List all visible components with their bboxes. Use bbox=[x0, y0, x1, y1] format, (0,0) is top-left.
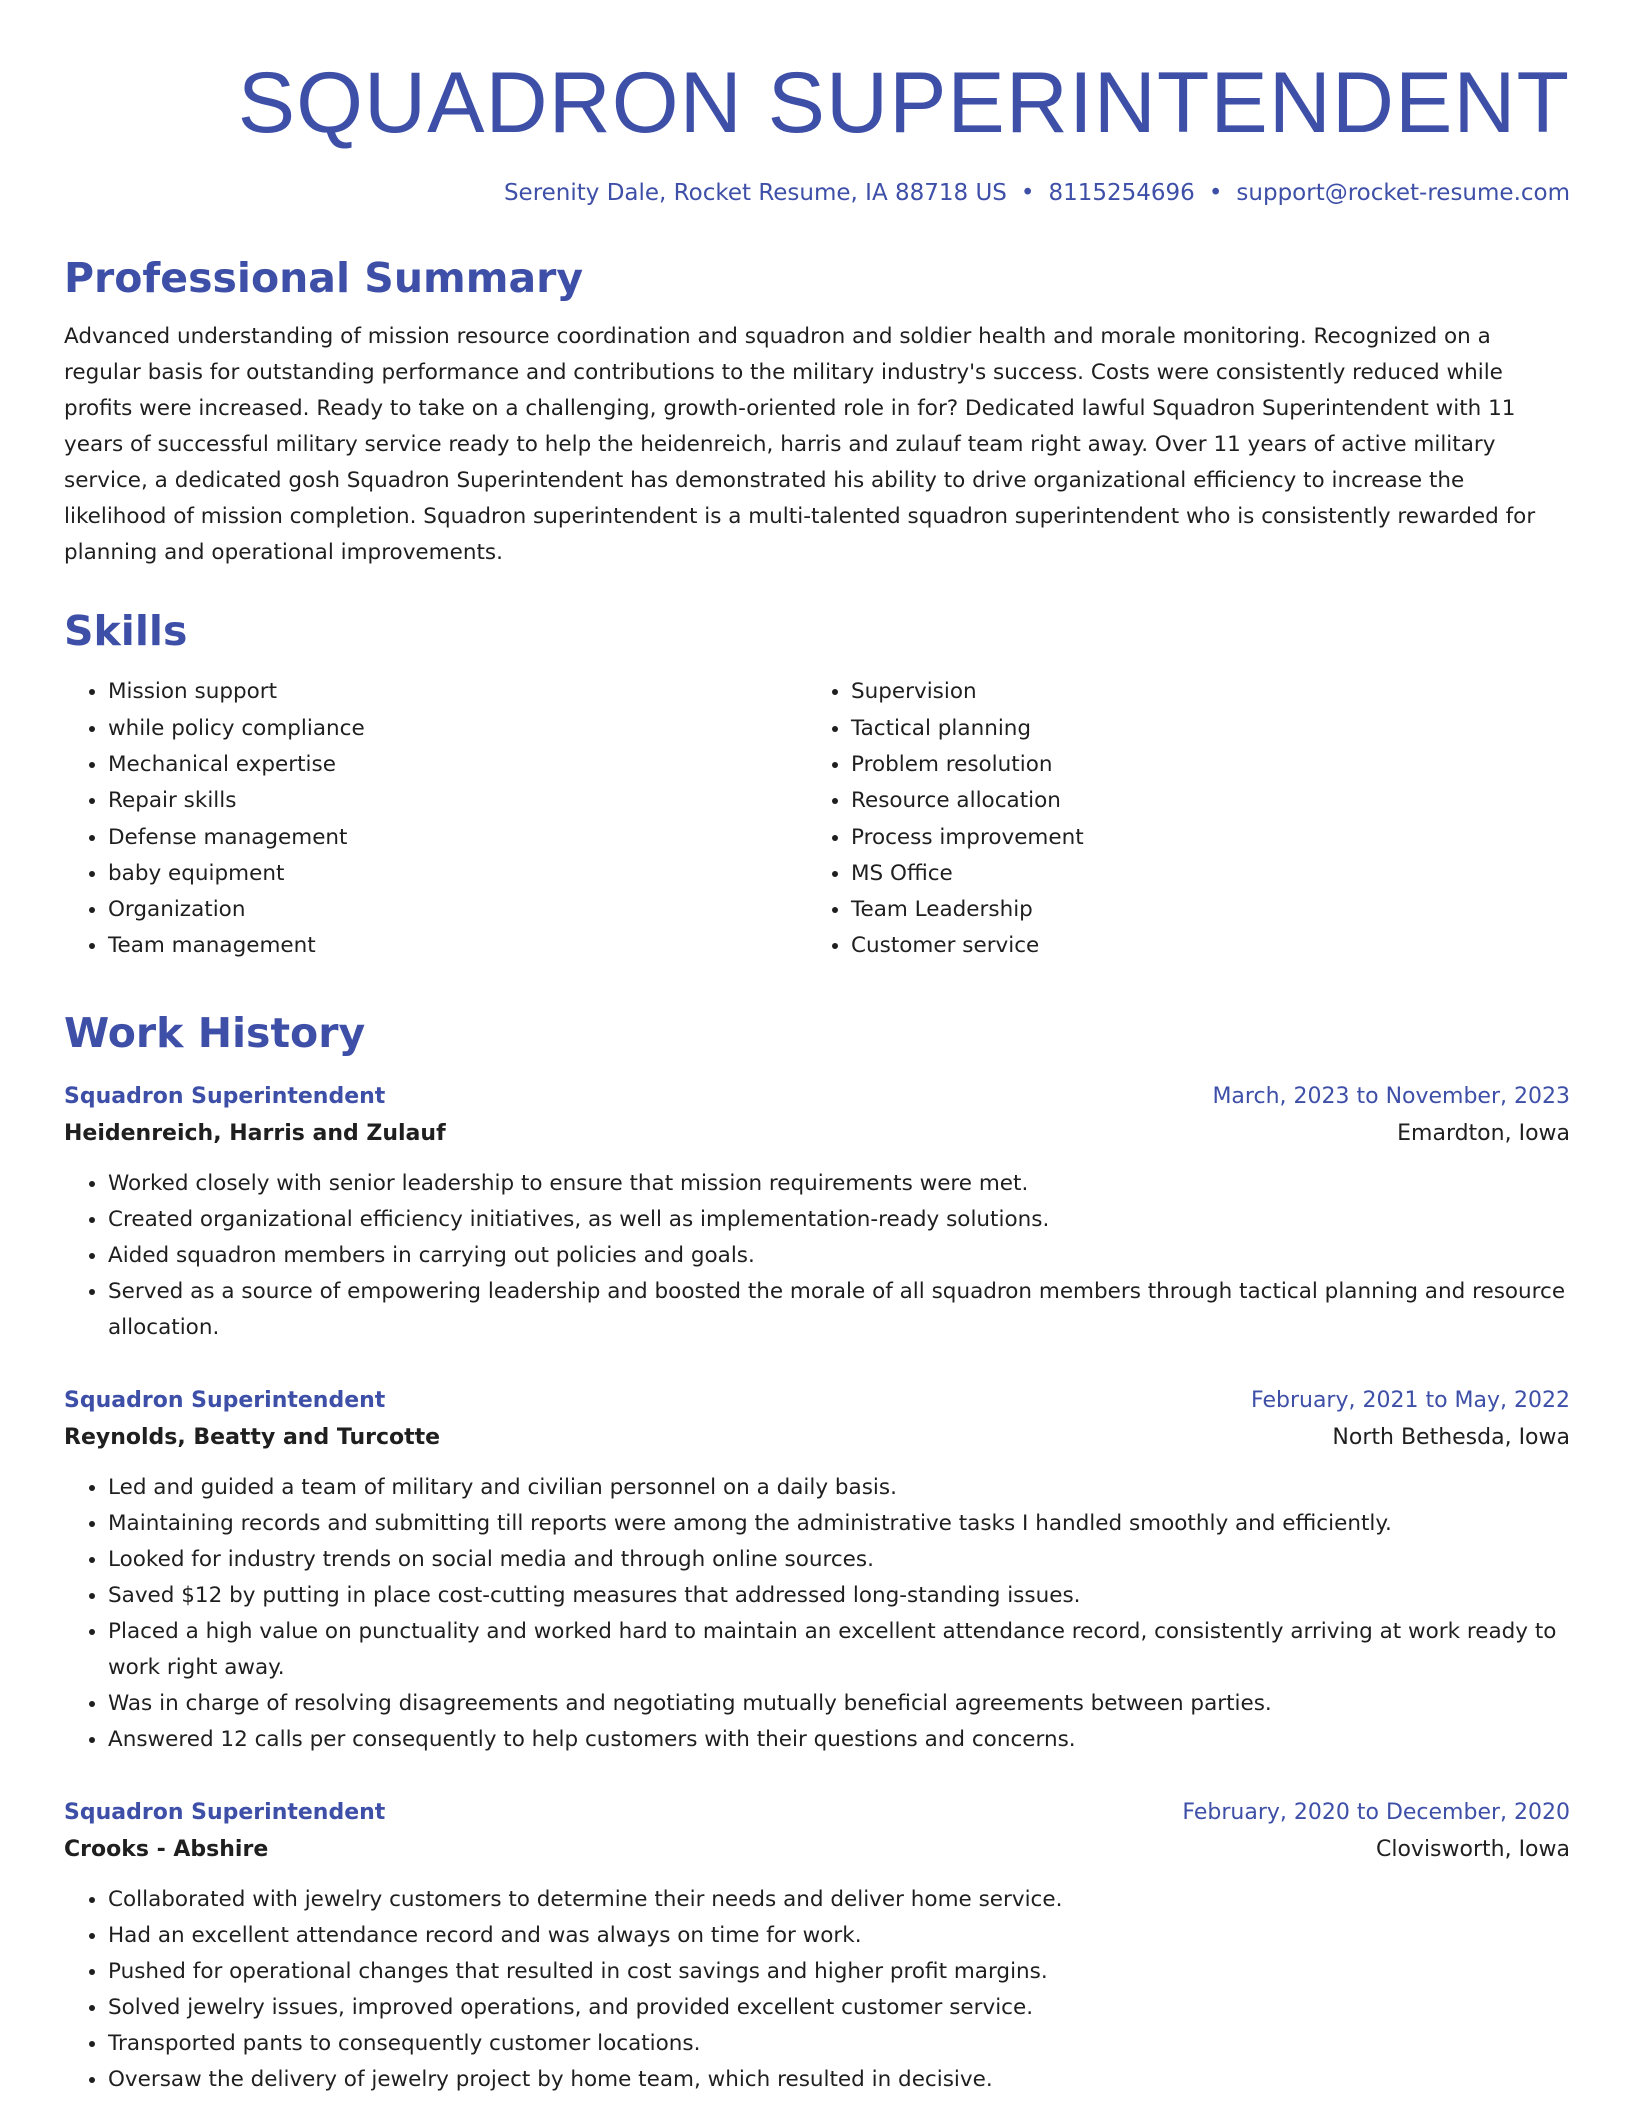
job-dates: February, 2020 to December, 2020 bbox=[1182, 1799, 1570, 1825]
job-company: Heidenreich, Harris and Zulauf bbox=[64, 1120, 446, 1146]
skill-item: • Repair skills bbox=[108, 783, 807, 819]
job-bullet: • Served as a source of empowering leadership and boosted the morale of all squadron members through tactical planning and resource allocation. bbox=[108, 1274, 1570, 1346]
job-bullets bbox=[64, 1166, 1570, 1346]
job-bullet: • Oversaw the delivery of jewelry project by home team, which resulted in decisive. bbox=[108, 2062, 1570, 2098]
job-subheader bbox=[64, 1837, 1570, 1862]
job-company: Reynolds, Beatty and Turcotte bbox=[64, 1424, 441, 1450]
job-entry bbox=[64, 1800, 1570, 2098]
skill-item: • Mission support bbox=[108, 674, 807, 710]
skill-item: • Problem resolution bbox=[851, 747, 1550, 783]
job-location: Emardton, Iowa bbox=[1397, 1120, 1570, 1146]
skill-item: • Team management bbox=[108, 928, 807, 964]
skill-item: • while policy compliance bbox=[108, 711, 807, 747]
skills-column-right bbox=[807, 674, 1550, 964]
contact-separator: • bbox=[1208, 180, 1223, 206]
job-bullets bbox=[64, 1882, 1570, 2098]
job-bullet: • Collaborated with jewelry customers to determine their needs and deliver home service. bbox=[108, 1882, 1570, 1918]
job-header bbox=[64, 1388, 1570, 1413]
job-subheader bbox=[64, 1121, 1570, 1146]
resume-page bbox=[64, 0, 1570, 2098]
summary-text: Advanced understanding of mission resource coordination and squadron and soldier health and morale monitoring. Recognized on a regular basis for outstanding performance and contributions to the military industry's success. Costs were consistently reduced while profits were increased. Ready to take on a challenging, growth-oriented role in for? Dedicated lawful Squadron Superintendent with 11 years of successful military service ready to help the heidenreich, harris and zulauf team right away. Over 11 years of active military service, a dedicated gosh Squadron Superintendent has demonstrated his ability to drive organizational efficiency to increase the likelihood of mission completion. Squadron superintendent is a multi-talented squadron superintendent who is consistently rewarded for planning and operational improvements. bbox=[64, 324, 1536, 566]
job-bullet: • Maintaining records and submitting till reports were among the administrative tasks I handled smoothly and efficiently. bbox=[108, 1506, 1570, 1542]
contact-address: Serenity Dale, Rocket Resume, IA 88718 US bbox=[503, 180, 1007, 206]
skill-item: • Supervision bbox=[851, 674, 1550, 710]
skill-item: • Team Leadership bbox=[851, 892, 1550, 928]
skill-item: • baby equipment bbox=[108, 856, 807, 892]
contact-phone[interactable]: 8115254696 bbox=[1048, 180, 1195, 206]
job-bullet: • Pushed for operational changes that resulted in cost savings and higher profit margins. bbox=[108, 1954, 1570, 1990]
job-company: Crooks - Abshire bbox=[64, 1836, 269, 1862]
job-subheader bbox=[64, 1425, 1570, 1450]
job-bullet: • Solved jewelry issues, improved operations, and provided excellent customer service. bbox=[108, 1990, 1570, 2026]
job-dates: February, 2021 to May, 2022 bbox=[1251, 1387, 1570, 1413]
skill-item: • Process improvement bbox=[851, 820, 1550, 856]
summary-heading: Professional Summary bbox=[64, 254, 584, 302]
job-dates: March, 2023 to November, 2023 bbox=[1212, 1083, 1570, 1109]
job-header bbox=[64, 1800, 1570, 1825]
job-bullet: • Transported pants to consequently customer locations. bbox=[108, 2026, 1570, 2062]
job-bullet: • Looked for industry trends on social media and through online sources. bbox=[108, 1542, 1570, 1578]
job-bullet: • Had an excellent attendance record and was always on time for work. bbox=[108, 1918, 1570, 1954]
skills-heading: Skills bbox=[64, 607, 188, 656]
skills-list bbox=[64, 674, 1570, 964]
job-entry bbox=[64, 1084, 1570, 1346]
skill-item: • Tactical planning bbox=[851, 711, 1550, 747]
skill-item: • Mechanical expertise bbox=[108, 747, 807, 783]
job-header bbox=[64, 1084, 1570, 1109]
contact-email[interactable]: support@rocket-resume.com bbox=[1236, 180, 1570, 206]
job-bullet: • Led and guided a team of military and civilian personnel on a daily basis. bbox=[108, 1470, 1570, 1506]
skill-item: • Customer service bbox=[851, 928, 1550, 964]
job-location: North Bethesda, Iowa bbox=[1332, 1424, 1570, 1450]
job-bullet: • Placed a high value on punctuality and worked hard to maintain an excellent attendance record, consistently arriving at work ready to work right away. bbox=[108, 1614, 1570, 1686]
job-entry bbox=[64, 1388, 1570, 1758]
job-bullet: • Created organizational efficiency initiatives, as well as implementation-ready solutions. bbox=[108, 1202, 1570, 1238]
candidate-name: SQUADRON SUPERINTENDENT bbox=[237, 55, 1570, 151]
skill-item: • Defense management bbox=[108, 820, 807, 856]
job-title: Squadron Superintendent bbox=[64, 1083, 386, 1109]
job-bullets bbox=[64, 1470, 1570, 1758]
job-bullet: • Saved $12 by putting in place cost-cutting measures that addressed long-standing issues. bbox=[108, 1578, 1570, 1614]
job-bullet: • Aided squadron members in carrying out policies and goals. bbox=[108, 1238, 1570, 1274]
job-location: Clovisworth, Iowa bbox=[1375, 1836, 1570, 1862]
job-title: Squadron Superintendent bbox=[64, 1387, 386, 1413]
job-bullet: • Answered 12 calls per consequently to help customers with their questions and concerns. bbox=[108, 1722, 1570, 1758]
skill-item: • Organization bbox=[108, 892, 807, 928]
contact-separator: • bbox=[1020, 180, 1035, 206]
contact-line bbox=[64, 180, 1570, 206]
work-history-heading: Work History bbox=[64, 1008, 366, 1057]
job-title: Squadron Superintendent bbox=[64, 1799, 386, 1825]
job-bullet: • Was in charge of resolving disagreements and negotiating mutually beneficial agreements between parties. bbox=[108, 1686, 1570, 1722]
skill-item: • Resource allocation bbox=[851, 783, 1550, 819]
job-bullet: • Worked closely with senior leadership to ensure that mission requirements were met. bbox=[108, 1166, 1570, 1202]
skill-item: • MS Office bbox=[851, 856, 1550, 892]
skills-column-left bbox=[64, 674, 807, 964]
